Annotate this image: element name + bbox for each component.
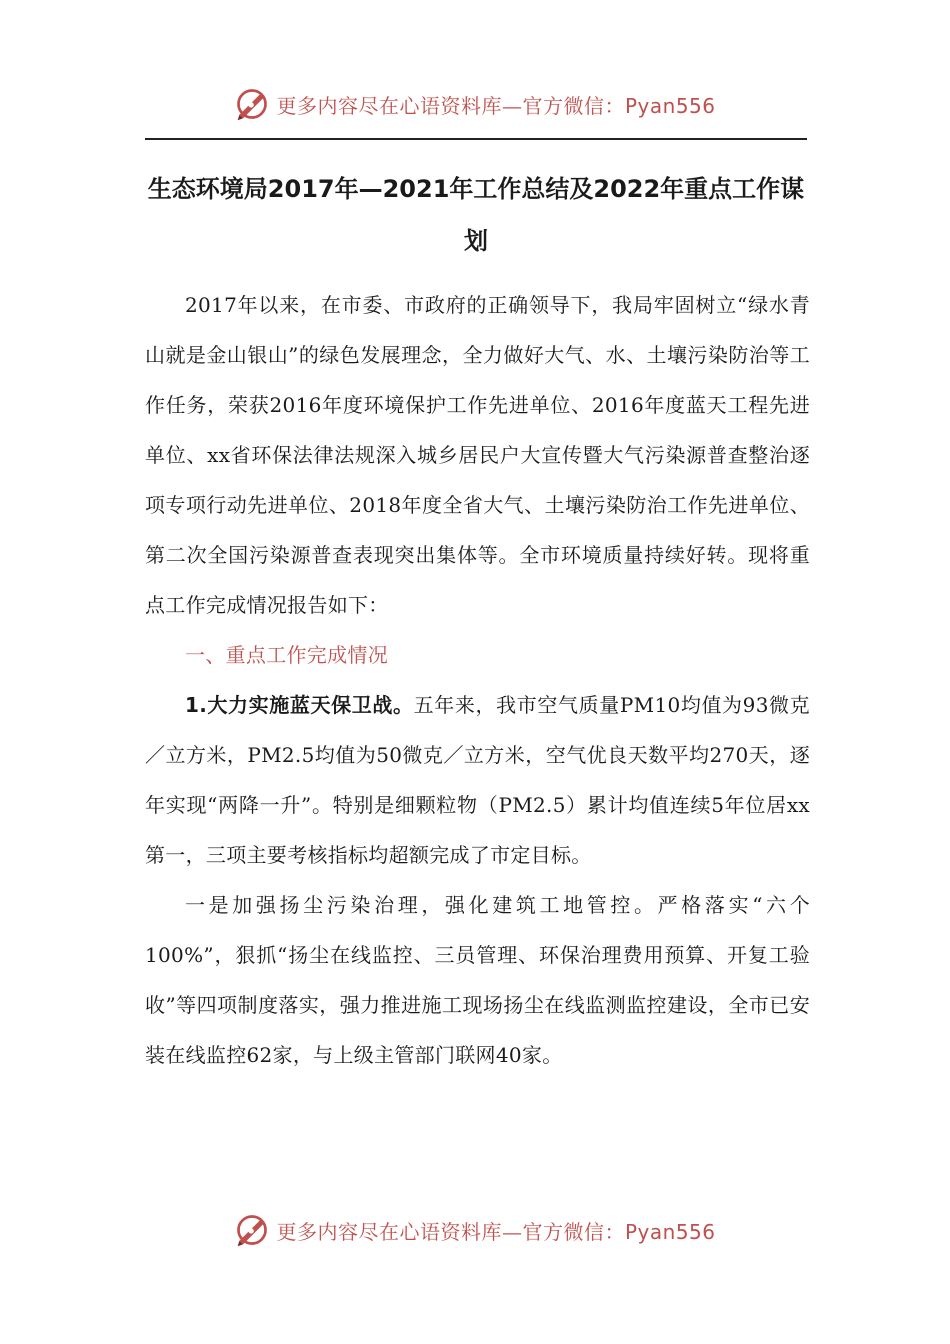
footer-banner [0,1210,950,1250]
pen-logo-icon [234,1212,270,1248]
item-lead: 1.大力实施蓝天保卫战。 [185,693,414,717]
banner-text: 更多内容尽在心语资料库—官方微信：Pyan556 [276,93,716,118]
section-heading: 一、重点工作完成情况 [185,643,388,667]
pen-logo-icon [234,86,270,122]
header-divider [145,138,807,140]
document-body [145,280,810,1080]
sub-paragraph: 一是加强扬尘污染治理，强化建筑工地管控。严格落实“六个100%”，狠抓“扬尘在线监控、三员管理、环保治理费用预算、开复工验收”等四项制度落实，强力推进施工现场扬尘在线监测监控建设，全市已安装在线监控62家，与上级主管部门联网40家。 [145,893,810,1067]
banner-text: 更多内容尽在心语资料库—官方微信：Pyan556 [276,1219,716,1244]
document-title: 生态环境局2017年—2021年工作总结及2022年重点工作谋划 [147,175,805,255]
item-text: 五年来，我市空气质量PM10均值为93微克／立方米，PM2.5均值为50微克／立方米，空气优良天数平均270天，逐年实现“两降一升”。特别是细颗粒物（PM2.5）累计均值连续5年位居xx第一，三项主要考核指标均超额完成了市定目标。 [145,693,810,867]
intro-paragraph: 2017年以来，在市委、市政府的正确领导下，我局牢固树立“绿水青山就是金山银山”的绿色发展理念，全力做好大气、水、土壤污染防治等工作任务，荣获2016年度环境保护工作先进单位、2016年度蓝天工程先进单位、xx省环保法律法规深入城乡居民户大宣传暨大气污染源普查整治逐项专项行动先进单位、2018年度全省大气、土壤污染防治工作先进单位、第二次全国污染源普查表现突出集体等。全市环境质量持续好转。现将重点工作完成情况报告如下： [145,293,810,617]
item-paragraph [145,680,810,880]
header-banner [0,84,950,124]
